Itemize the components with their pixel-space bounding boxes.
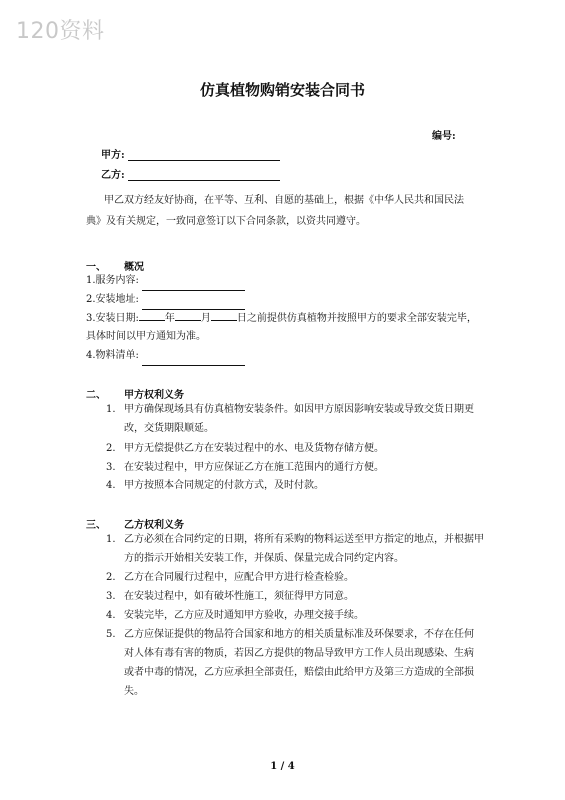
party-a-row (101, 146, 280, 161)
watermark: 120资料 (16, 19, 105, 44)
s2-item-1-line-1: 甲方确保现场具有仿真植物安装条件。如因甲方原因影响安装或导致交货日期更 (124, 404, 474, 415)
s3-item-5-line-1: 乙方应保证提供的物品符合国家和地方的相关质量标准及环保要求，不存在任何 (124, 629, 474, 640)
s3-item-4-num: 4. (106, 610, 116, 621)
section-1-item-4 (86, 345, 245, 366)
s2-item-3-num: 3. (106, 462, 116, 473)
page-number: 1 / 4 (270, 761, 295, 772)
contract-number-label: 编号: (432, 131, 456, 142)
section-1-title: 概况 (124, 262, 144, 273)
s3-item-3-num: 3. (106, 591, 116, 602)
section-1-number: 一、 (86, 262, 106, 273)
section-2-number: 二、 (86, 390, 106, 401)
intro-line-1: 甲乙双方经友好协商，在平等、互利、自愿的基础上，根据《中华人民共和国民法 (104, 195, 464, 206)
year-label: 年 (164, 313, 175, 324)
install-date-tail: 日之前提供仿真植物并按照甲方的要求全部安装完毕， (236, 313, 477, 324)
section-1-item-2 (86, 289, 245, 310)
install-month-blank[interactable] (175, 310, 201, 321)
s3-item-5-num: 5. (106, 629, 116, 640)
document-title: 仿真植物购销安装合同书 (199, 81, 365, 99)
section-1-item-3-line-2: 具体时间以甲方通知为准。 (86, 331, 206, 342)
s2-item-2-num: 2. (106, 443, 116, 454)
section-2-title: 甲方权利义务 (124, 390, 184, 401)
install-date-label: 3.安装日期: (86, 313, 139, 324)
s3-item-2-num: 2. (106, 572, 116, 583)
s2-item-4-line-1: 甲方按照本合同规定的付款方式，及时付款。 (124, 480, 324, 491)
section-1-item-1 (86, 270, 245, 291)
s2-item-2-line-1: 甲方无偿提供乙方在安装过程中的水、电及货物存储方便。 (124, 443, 384, 454)
s3-item-5-line-3: 或者中毒的情况，乙方应承担全部责任，赔偿由此给甲方及第三方造成的全部损 (124, 667, 474, 678)
party-a-label: 甲方: (101, 150, 125, 161)
install-day-blank[interactable] (211, 310, 237, 321)
s3-item-4-line-1: 安装完毕，乙方应及时通知甲方验收，办理交接手续。 (124, 610, 364, 621)
s3-item-5-line-4: 失。 (124, 686, 144, 697)
service-content-label: 1.服务内容: (86, 275, 139, 286)
party-b-row (101, 166, 280, 181)
install-year-blank[interactable] (139, 310, 165, 321)
s2-item-4-num: 4. (106, 480, 116, 491)
party-b-label: 乙方: (101, 170, 125, 181)
s3-item-1-line-2: 方的指示开始相关安装工作，并保质、保量完成合同约定内容。 (124, 553, 404, 564)
section-3-number: 三、 (86, 520, 106, 531)
s3-item-1-line-1: 乙方必须在合同约定的日期，将所有采购的物料运送至甲方指定的地点，并根据甲 (124, 534, 484, 545)
material-list-label: 4.物料清单: (86, 350, 139, 361)
s2-item-1-num: 1. (106, 404, 116, 415)
month-label: 月 (200, 313, 211, 324)
s3-item-2-line-1: 乙方在合同履行过程中，应配合甲方进行检查检验。 (124, 572, 354, 583)
section-3-title: 乙方权利义务 (124, 520, 184, 531)
s2-item-3-line-1: 在安装过程中，甲方应保证乙方在施工范围内的通行方便。 (124, 462, 384, 473)
party-a-blank[interactable] (128, 148, 280, 161)
intro-line-2: 典》及有关规定，一致同意签订以下合同条款，以资共同遵守。 (86, 216, 366, 227)
install-address-label: 2.安装地址: (86, 294, 139, 305)
s3-item-1-num: 1. (106, 534, 116, 545)
material-list-blank[interactable] (142, 353, 245, 366)
s3-item-3-line-1: 在安装过程中，如有破坏性施工，须征得甲方同意。 (124, 591, 354, 602)
s2-item-1-line-2: 改，交货期限顺延。 (124, 423, 214, 434)
s3-item-5-line-2: 对人体有毒有害的物质，若因乙方提供的物品导致甲方工作人员出现感染、生病 (124, 648, 474, 659)
party-b-blank[interactable] (128, 168, 280, 181)
